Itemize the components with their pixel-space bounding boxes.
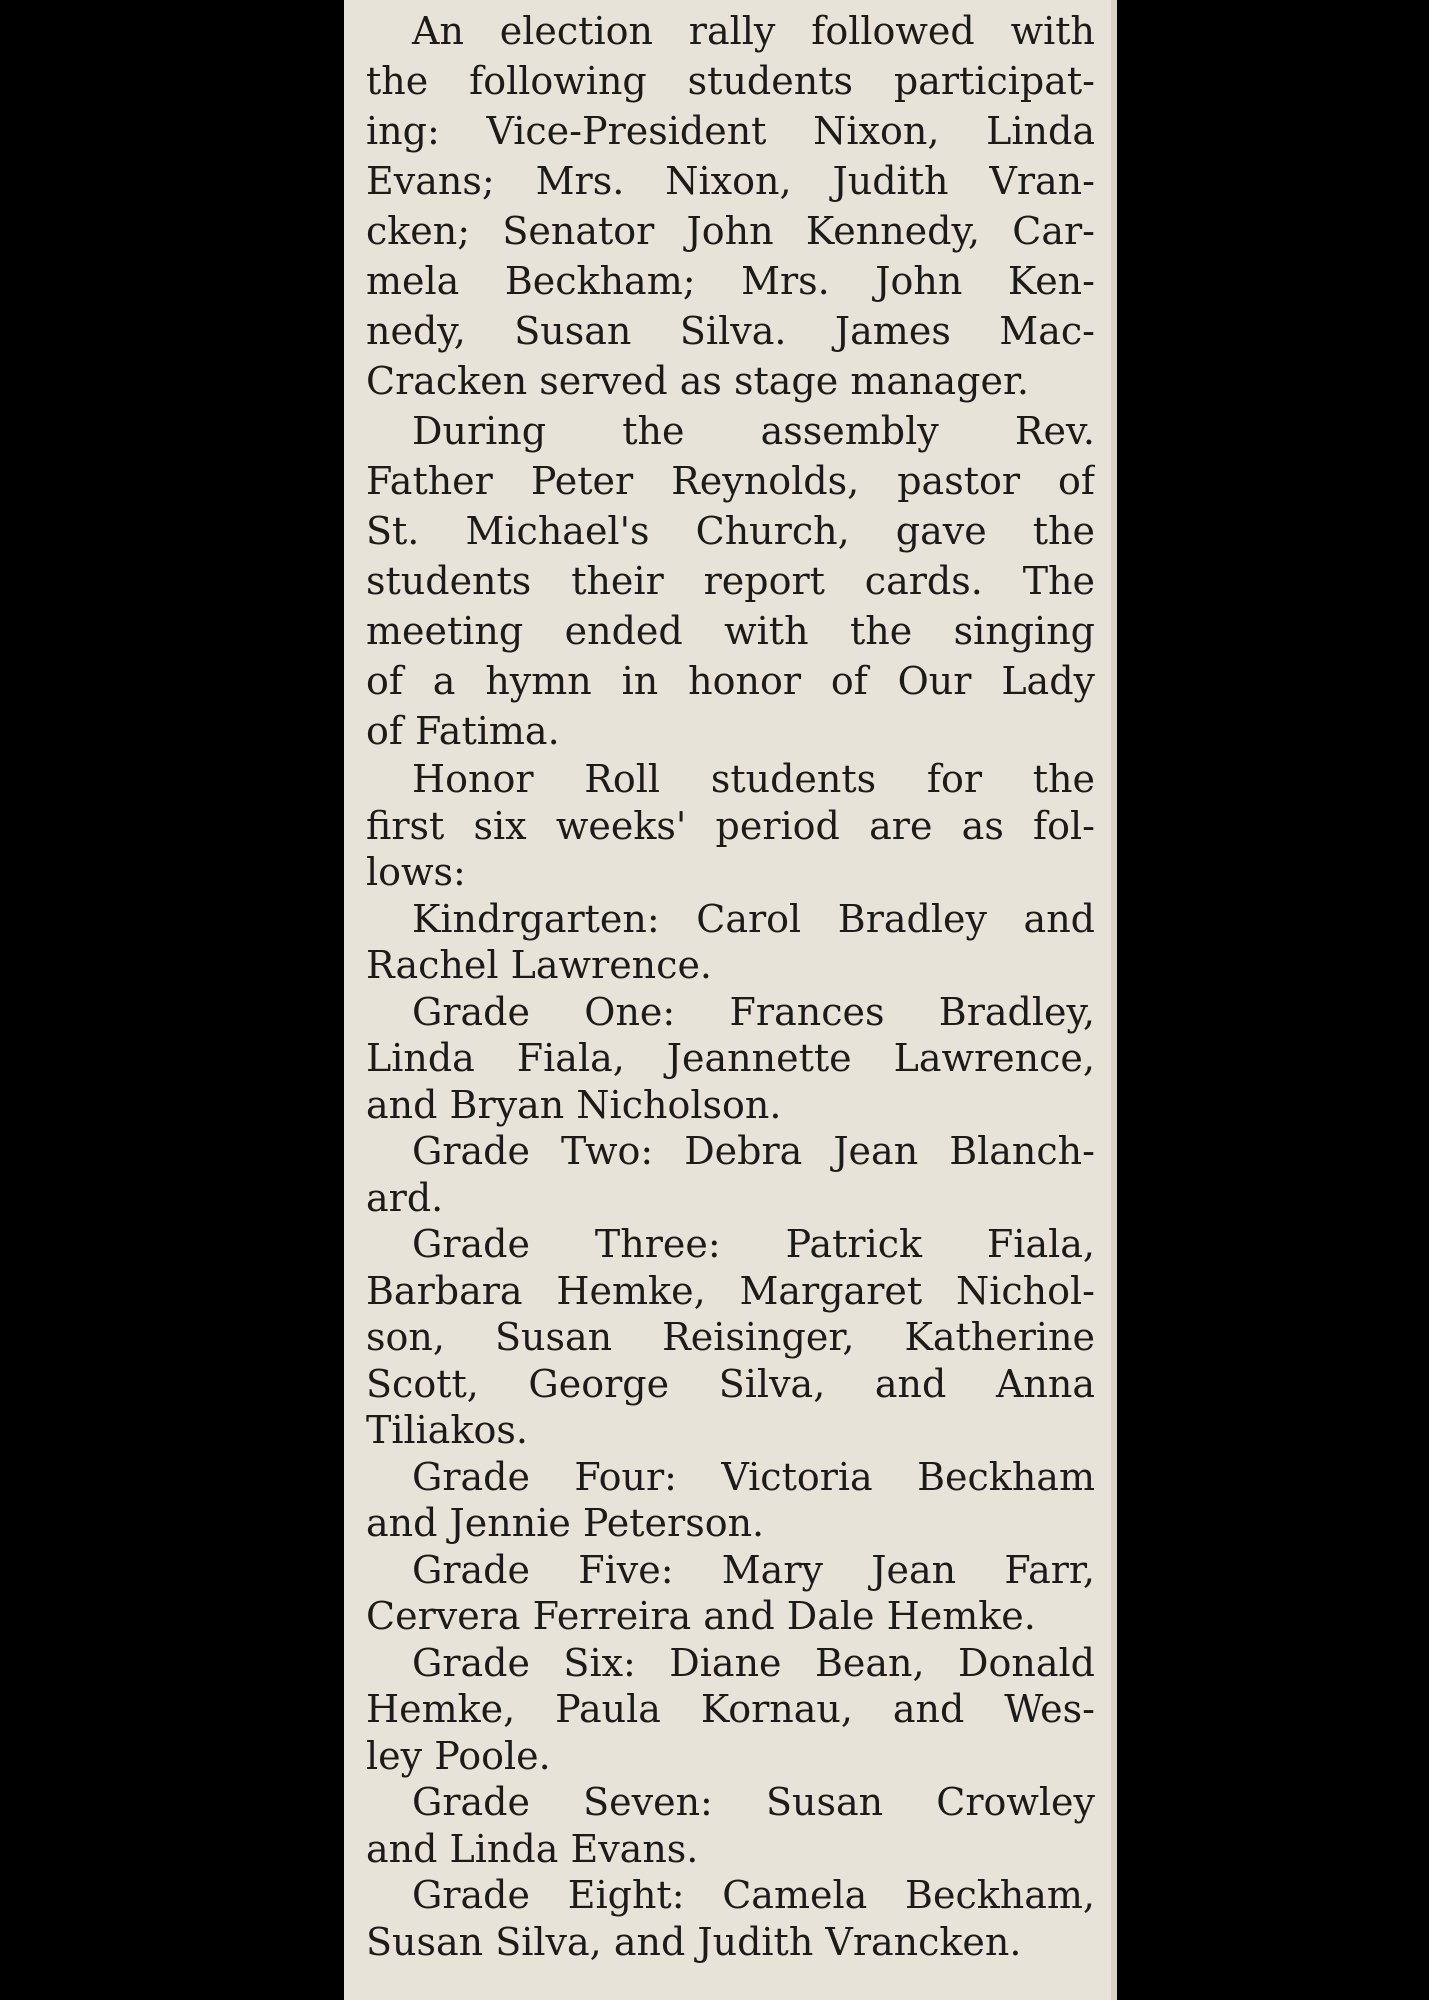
text-line: Grade One: Frances Bradley, — [412, 989, 1095, 1034]
paragraph-kindergarten — [366, 896, 1095, 989]
paragraph-grade-two — [366, 1128, 1095, 1221]
text-line: son, Susan Reisinger, Katherine — [366, 1315, 1095, 1359]
paragraph-grade-seven — [366, 1779, 1095, 1872]
text-line: Grade Six: Diane Bean, Donald — [412, 1640, 1095, 1685]
paragraph-grade-one — [366, 989, 1095, 1129]
text-line: and Bryan Nicholson. — [366, 1082, 782, 1127]
text-line: Rachel Lawrence. — [366, 943, 713, 987]
paragraph-grade-six — [366, 1640, 1095, 1780]
text-line: of Fatima. — [366, 709, 560, 753]
text-line: Scott, George Silva, and Anna — [366, 1361, 1095, 1406]
text-line: Grade Seven: Susan Crowley — [412, 1780, 1095, 1824]
text-line: nedy, Susan Silva. James Mac- — [366, 309, 1095, 353]
text-line: the following students participat- — [366, 59, 1095, 103]
text-line: lows: — [366, 850, 466, 894]
text-line: Grade Three: Patrick Fiala, — [412, 1222, 1095, 1266]
text-line: Cervera Ferreira and Dale Hemke. — [366, 1594, 1036, 1638]
paragraph-grade-four — [366, 1454, 1095, 1547]
paragraph-election-rally — [366, 6, 1095, 406]
text-line: first six weeks' period are as fol- — [366, 803, 1095, 848]
text-line: and Linda Evans. — [366, 1826, 699, 1871]
paragraph-assembly — [366, 406, 1095, 756]
text-line: Grade Five: Mary Jean Farr, — [412, 1547, 1095, 1592]
newspaper-clipping — [344, 0, 1117, 2000]
text-line: of a hymn in honor of Our Lady — [366, 659, 1095, 703]
text-line: Cracken served as stage manager. — [366, 359, 1030, 403]
text-line: Tiliakos. — [366, 1408, 528, 1452]
text-line: An election rally followed with — [412, 9, 1095, 53]
text-line: Honor Roll students for the — [412, 757, 1095, 801]
text-line: meeting ended with the singing — [366, 609, 1095, 653]
text-line: ley Poole. — [366, 1733, 551, 1778]
text-line: Susan Silva, and Judith Vrancken. — [366, 1919, 1022, 1964]
paragraph-honor-roll-intro — [366, 756, 1095, 896]
text-line: Barbara Hemke, Margaret Nichol- — [366, 1268, 1095, 1313]
paragraph-grade-eight — [366, 1872, 1095, 1965]
text-line: Evans; Mrs. Nixon, Judith Vran- — [366, 159, 1095, 203]
text-line: Grade Two: Debra Jean Blanch- — [412, 1129, 1095, 1173]
paragraph-grade-five — [366, 1547, 1095, 1640]
text-line: students their report cards. The — [366, 559, 1095, 603]
text-line: Grade Eight: Camela Beckham, — [412, 1873, 1095, 1917]
text-line: and Jennie Peterson. — [366, 1501, 765, 1545]
text-line: ing: Vice-President Nixon, Linda — [366, 109, 1095, 153]
text-line: Hemke, Paula Kornau, and Wes- — [366, 1687, 1095, 1731]
text-line: St. Michael's Church, gave the — [366, 509, 1095, 553]
text-line: cken; Senator John Kennedy, Car- — [366, 209, 1095, 253]
text-line: During the assembly Rev. — [412, 409, 1095, 453]
text-line: ard. — [366, 1175, 444, 1220]
text-line: Father Peter Reynolds, pastor of — [366, 459, 1095, 503]
paragraph-grade-three — [366, 1221, 1095, 1454]
text-line: Grade Four: Victoria Beckham — [412, 1454, 1095, 1499]
text-line: Linda Fiala, Jeannette Lawrence, — [366, 1036, 1095, 1080]
text-line: Kindrgarten: Carol Bradley and — [412, 896, 1095, 941]
text-line: mela Beckham; Mrs. John Ken- — [366, 259, 1095, 303]
